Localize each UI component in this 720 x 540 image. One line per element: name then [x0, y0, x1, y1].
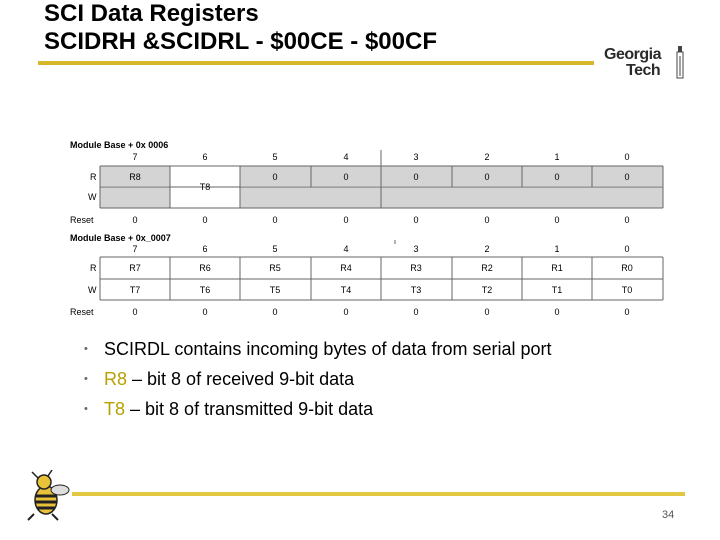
title-line-1: SCI Data Registers: [44, 0, 259, 27]
buzz-mascot-icon: [22, 470, 72, 522]
write-cell: T5: [269, 285, 281, 295]
bullet-text: SCIRDL contains incoming bytes of data from serial port: [104, 339, 552, 359]
read-cell: 0: [554, 172, 560, 182]
bit-number: 3: [413, 152, 419, 162]
bit-number: 1: [554, 152, 560, 162]
bit-number: 5: [272, 244, 278, 254]
grey-cell: [240, 187, 663, 208]
read-cell: 0: [413, 172, 419, 182]
reset-row-label: Reset: [70, 307, 94, 317]
logo-word-tech: Tech: [626, 62, 661, 79]
read-cell: R4: [340, 263, 352, 273]
bit-number: 2: [484, 152, 490, 162]
bit-number: 0: [624, 152, 630, 162]
register-low-header: Module Base + 0x_0007: [70, 233, 171, 243]
read-cell: R6: [199, 263, 211, 273]
bit-number: 4: [343, 152, 349, 162]
reset-cell: 0: [272, 215, 278, 225]
bullet-item: [84, 394, 552, 424]
write-cell: T6: [199, 285, 211, 295]
reset-cell: 0: [343, 307, 349, 317]
read-cell: R8: [129, 172, 141, 182]
bullet-key: T8: [104, 399, 126, 419]
write-row-label: W: [88, 192, 97, 202]
logo-word-georgia: Georgia: [604, 46, 661, 63]
bit-number: 1: [554, 244, 560, 254]
bit-number: 4: [343, 244, 349, 254]
bit-number: 2: [484, 244, 490, 254]
reset-cell: 0: [202, 215, 208, 225]
footer-line: [72, 492, 685, 496]
bullet-dot-icon: •: [84, 403, 88, 415]
register-high-header: Module Base + 0x 0006: [70, 140, 169, 150]
reset-cell: 0: [624, 215, 630, 225]
write-cell: T4: [340, 285, 352, 295]
bit-number: 3: [413, 244, 419, 254]
read-cell: 0: [484, 172, 490, 182]
page-number: 34: [662, 509, 675, 521]
bit-number: 6: [202, 244, 208, 254]
reset-cell: 0: [413, 215, 419, 225]
reset-cell: 0: [413, 307, 419, 317]
bit-number: 6: [202, 152, 208, 162]
reset-cell: 0: [132, 215, 138, 225]
write-row-label: W: [88, 285, 97, 295]
reset-cell: 0: [624, 307, 630, 317]
read-cell: 0: [624, 172, 630, 182]
t8-cell: T8: [199, 182, 211, 192]
reset-cell: 0: [343, 215, 349, 225]
bullet-dot-icon: •: [84, 343, 88, 355]
bullet-dot-icon: •: [84, 373, 88, 385]
bullet-text: – bit 8 of received 9-bit data: [127, 369, 355, 389]
title-line-2: SCIDRH &SCIDRL - $00CE - $00CF: [44, 28, 437, 55]
reset-cell: 0: [132, 307, 138, 317]
grey-cell: [100, 187, 170, 208]
bit-number: 7: [132, 152, 138, 162]
bit-number: 7: [132, 244, 138, 254]
read-row-label: R: [90, 172, 97, 182]
read-cell: R5: [269, 263, 281, 273]
read-row-label: R: [90, 263, 97, 273]
bullet-list: [84, 334, 552, 424]
read-cell: R0: [621, 263, 633, 273]
bit-number: 0: [624, 244, 630, 254]
reset-cell: 0: [484, 307, 490, 317]
write-cell: T1: [551, 285, 563, 295]
write-cell: T7: [129, 285, 141, 295]
reset-cell: 0: [202, 307, 208, 317]
read-cell: R1: [551, 263, 563, 273]
write-cell: T3: [410, 285, 422, 295]
bit-number: 5: [272, 152, 278, 162]
read-cell: R2: [481, 263, 493, 273]
reset-cell: 0: [484, 215, 490, 225]
read-cell: R7: [129, 263, 141, 273]
bullet-item: [84, 334, 552, 364]
bullet-key: R8: [104, 369, 128, 389]
read-cell: 0: [272, 172, 278, 182]
bullet-text: – bit 8 of transmitted 9-bit data: [125, 399, 374, 419]
reset-row-label: Reset: [70, 215, 94, 225]
read-cell: R3: [410, 263, 422, 273]
reset-cell: 0: [554, 215, 560, 225]
write-cell: T0: [621, 285, 633, 295]
bullet-item: [84, 364, 552, 394]
read-cell: 0: [343, 172, 349, 182]
reset-cell: 0: [272, 307, 278, 317]
reset-cell: 0: [554, 307, 560, 317]
write-cell: T2: [481, 285, 493, 295]
